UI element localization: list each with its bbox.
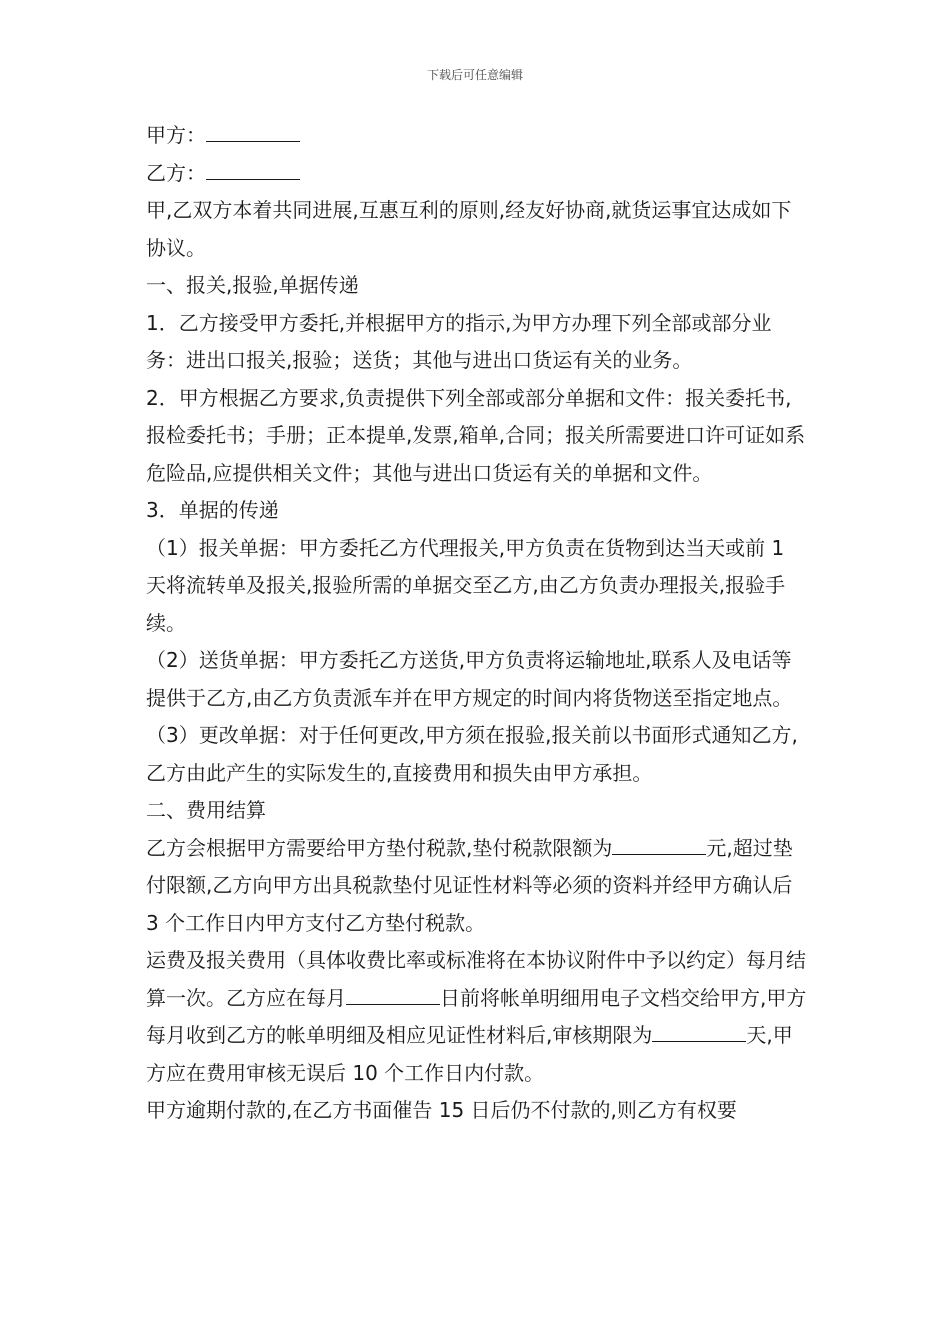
review-days-blank [652, 1021, 746, 1042]
s2-p1-text-b: 元,超过垫付限额,乙方向甲方出具税款垫付见证性材料等必须的资料并经甲方确认后 3 个工作日内甲方支付乙方垫付税款。 [146, 835, 799, 935]
section-2-title: 二、费用结算 [146, 798, 266, 822]
party-b-line [146, 155, 810, 193]
section-2-paragraph-1 [146, 830, 810, 943]
section-1-item-2: 2．甲方根据乙方要求,负责提供下列全部或部分单据和文件：报关委托书,报检委托书；手册；正本提单,发票,箱单,合同；报关所需要进口许可证如系危险品,应提供相关文件；其他与进出口货运有关的单据和文件。 [146, 385, 806, 485]
party-a-blank [206, 121, 300, 142]
section-2-paragraph-2 [146, 942, 810, 1092]
section-2-paragraph-3: 甲方逾期付款的,在乙方书面催告 15 日后仍不付款的,则乙方有权要 [146, 1098, 737, 1122]
contract-body [146, 117, 810, 1130]
section-1-subitem-2: （2）送货单据：甲方委托乙方送货,甲方负责将运输地址,联系人及电话等提供于乙方,由乙方负责派车并在甲方规定的时间内将货物送至指定地点。 [146, 648, 793, 710]
party-a-line [146, 117, 810, 155]
monthly-day-blank [346, 984, 440, 1005]
s2-p1-text-a: 乙方会根据甲方需要给甲方垫付税款,垫付税款限额为 [146, 835, 613, 860]
party-b-label: 乙方： [146, 160, 206, 185]
party-b-blank [206, 159, 300, 180]
section-1-item-1: 1．乙方接受甲方委托,并根据甲方的指示,为甲方办理下列全部或部分业务：进出口报关,报验；送货；其他与进出口货运有关的业务。 [146, 310, 772, 372]
section-1-subitem-1: （1）报关单据：甲方委托乙方代理报关,甲方负责在货物到达当天或前 1 天将流转单及报关,报验所需的单据交至乙方,由乙方负责办理报关,报验手续。 [146, 535, 791, 635]
tax-limit-blank [612, 834, 706, 855]
section-1-title: 一、报关,报验,单据传递 [146, 273, 359, 297]
intro-paragraph: 甲,乙双方本着共同进展,互惠互利的原则,经友好协商,就货运事宜达成如下协议。 [146, 198, 792, 260]
s2-p2-text-b: 日前将帐单明细用电子文档交给甲方,甲方每月收到乙方的帐单明细及相应见证性材料后,审核期限为 [146, 985, 807, 1047]
section-1-item-3: 3．单据的传递 [146, 498, 279, 522]
section-1-subitem-3: （3）更改单据：对于任何更改,甲方须在报验,报关前以书面形式通知乙方,乙方由此产生的实际发生的,直接费用和损失由甲方承担。 [146, 723, 798, 785]
s2-p2-text-a: 运费及报关费用（具体收费比率或标准将在本协议附件中予以约定）每月结算一次。乙方应在每月 [146, 948, 806, 1010]
party-a-label: 甲方： [146, 123, 206, 147]
s2-p2-text-c: 天,甲方应在费用审核无误后 10 个工作日内付款。 [146, 1023, 793, 1085]
page-header-note: 下载后可任意编辑 [426, 68, 523, 82]
